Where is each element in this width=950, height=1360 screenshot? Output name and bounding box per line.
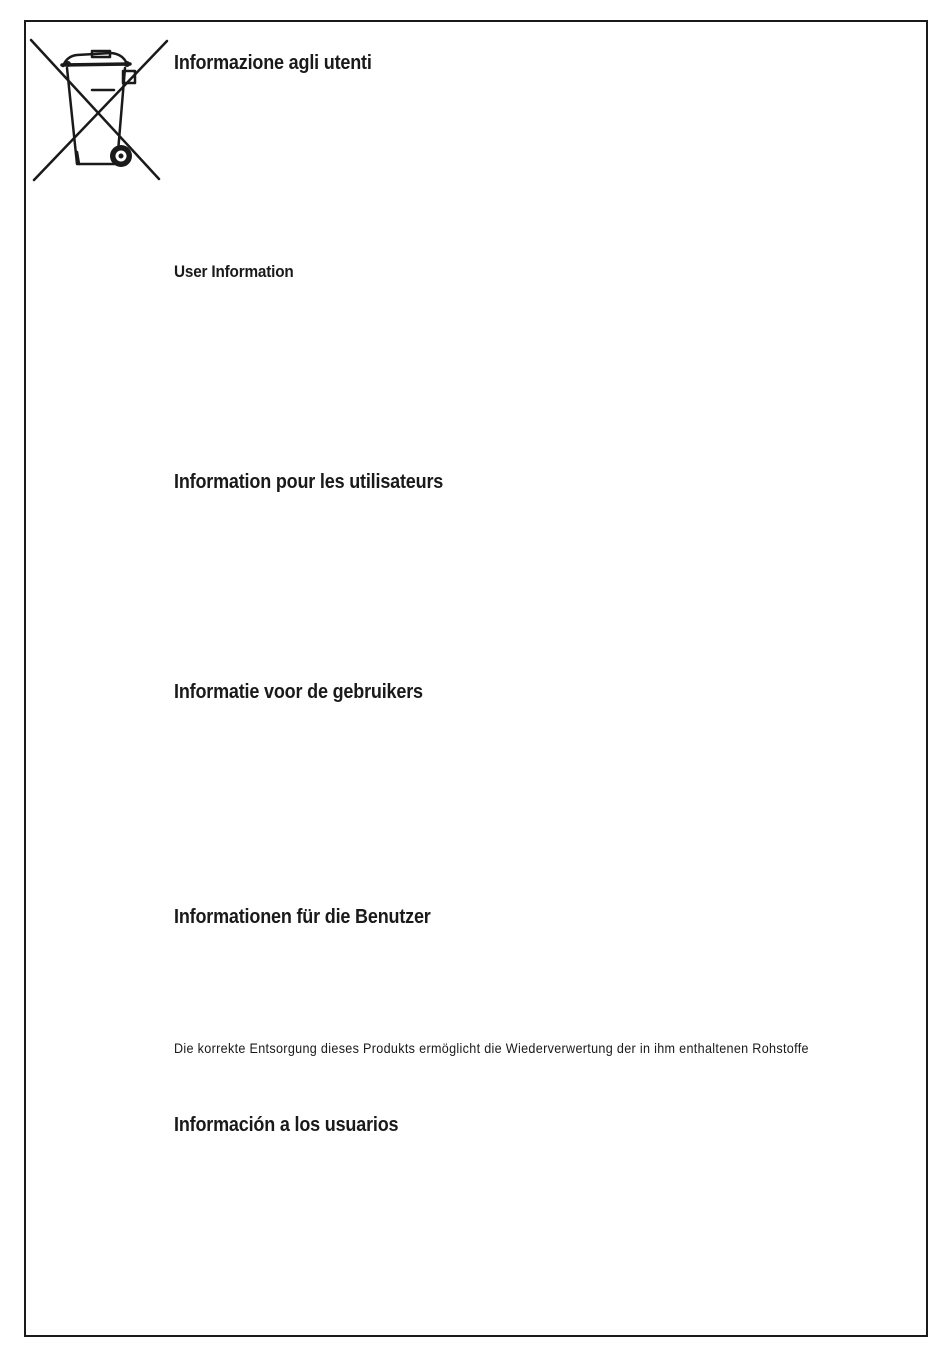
page-frame (24, 20, 928, 1337)
section-title-english: User Information (174, 262, 294, 281)
german-disposal-text: Die korrekte Entsorgung dieses Produkts ermöglicht die Wiederverwertung der in ihm enthaltenen Rohstoffe (174, 1040, 809, 1056)
section-title-german: Informationen für die Benutzer (174, 906, 431, 928)
section-title-dutch: Informatie voor de gebruikers (174, 681, 423, 703)
crossed-out-wheeled-bin-icon (27, 38, 169, 184)
section-title-spanish: Información a los usuarios (174, 1114, 399, 1136)
section-title-french: Information pour les utilisateurs (174, 471, 444, 493)
section-title-italian: Informazione agli utenti (174, 52, 372, 74)
